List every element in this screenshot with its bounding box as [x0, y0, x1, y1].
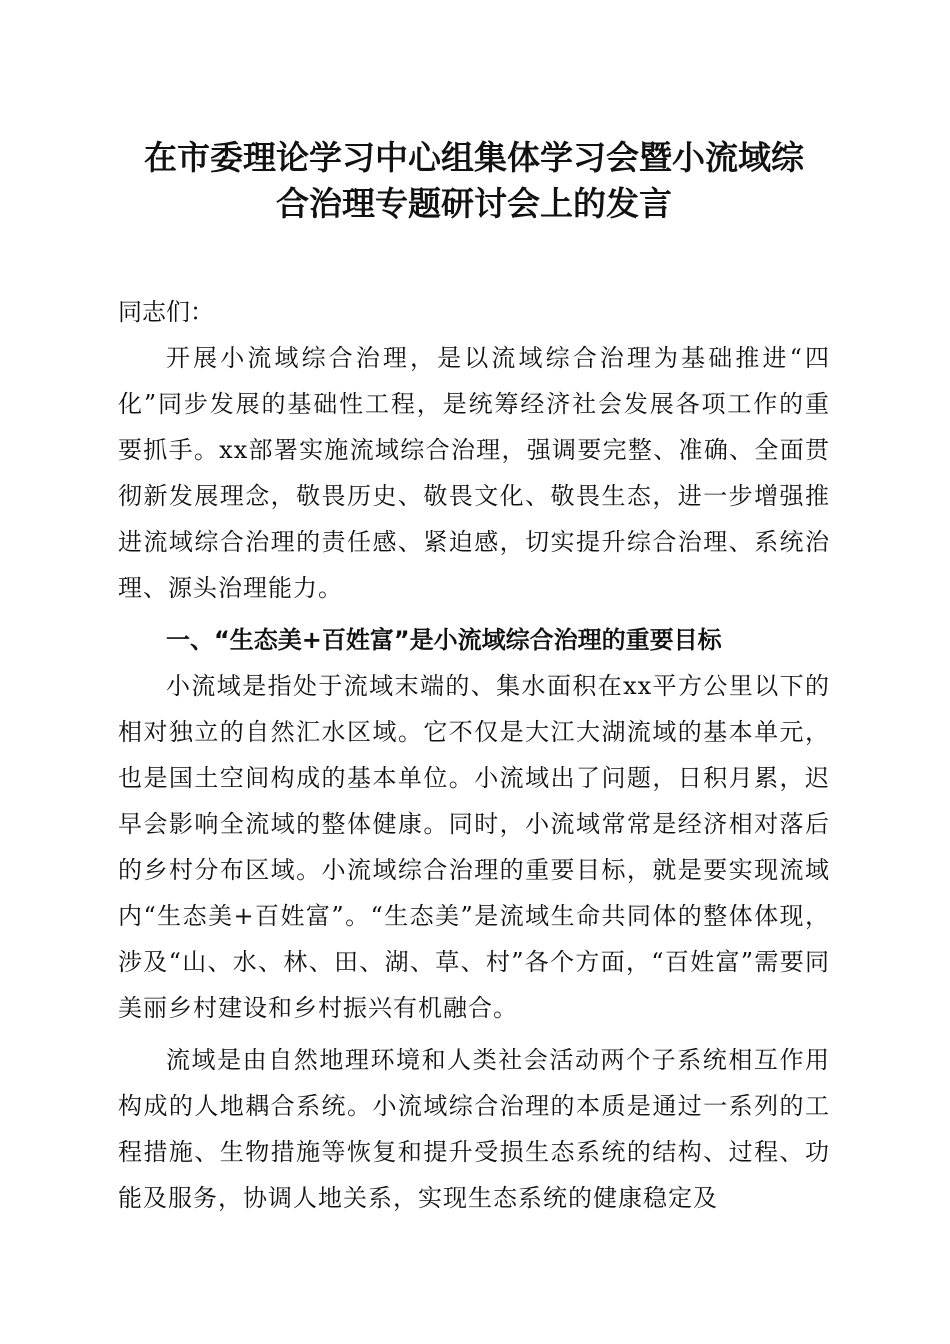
title-line-2: 合治理专题研讨会上的发言	[276, 184, 672, 223]
section1-paragraph-2: 流域是由自然地理环境和人类社会活动两个子系统相互作用构成的人地耦合系统。小流域综合治理的本质是通过一系列的工程措施、生物措施等恢复和提升受损生态系统的结构、过程、功能及服务，协调人地关系，实现生态系统的健康稳定及	[118, 1046, 830, 1212]
document-title	[118, 135, 830, 227]
section1-paragraph-1: 小流域是指处于流域末端的、集水面积在xx平方公里以下的相对独立的自然汇水区域。它不仅是大江大湖流域的基本单元，也是国土空间构成的基本单位。小流域出了问题，日积月累，迟早会影响全流域的整体健康。同时，小流域常常是经济相对落后的乡村分布区域。小流域综合治理的重要目标，就是要实现流域内“生态美+百姓富”。“生态美”是流域生命共同体的整体体现，涉及“山、水、林、田、湖、草、村”各个方面，“百姓富”需要同美丽乡村建设和乡村振兴有机融合。	[118, 672, 830, 1022]
document-page	[118, 135, 830, 1221]
salutation: 同志们：	[118, 298, 214, 326]
title-line-1: 在市委理论学习中心组集体学习会暨小流域综	[144, 138, 804, 177]
section-heading-1: 一、“生态美+百姓富”是小流域综合治理的重要目标	[166, 626, 722, 654]
intro-paragraph: 开展小流域综合治理，是以流域综合治理为基础推进“四化”同步发展的基础性工程，是统筹经济社会发展各项工作的重要抓手。xx部署实施流域综合治理，强调要完整、准确、全面贯彻新发展理念，敬畏历史、敬畏文化、敬畏生态，进一步增强推进流域综合治理的责任感、紧迫感，切实提升综合治理、系统治理、源头治理能力。	[118, 344, 830, 602]
